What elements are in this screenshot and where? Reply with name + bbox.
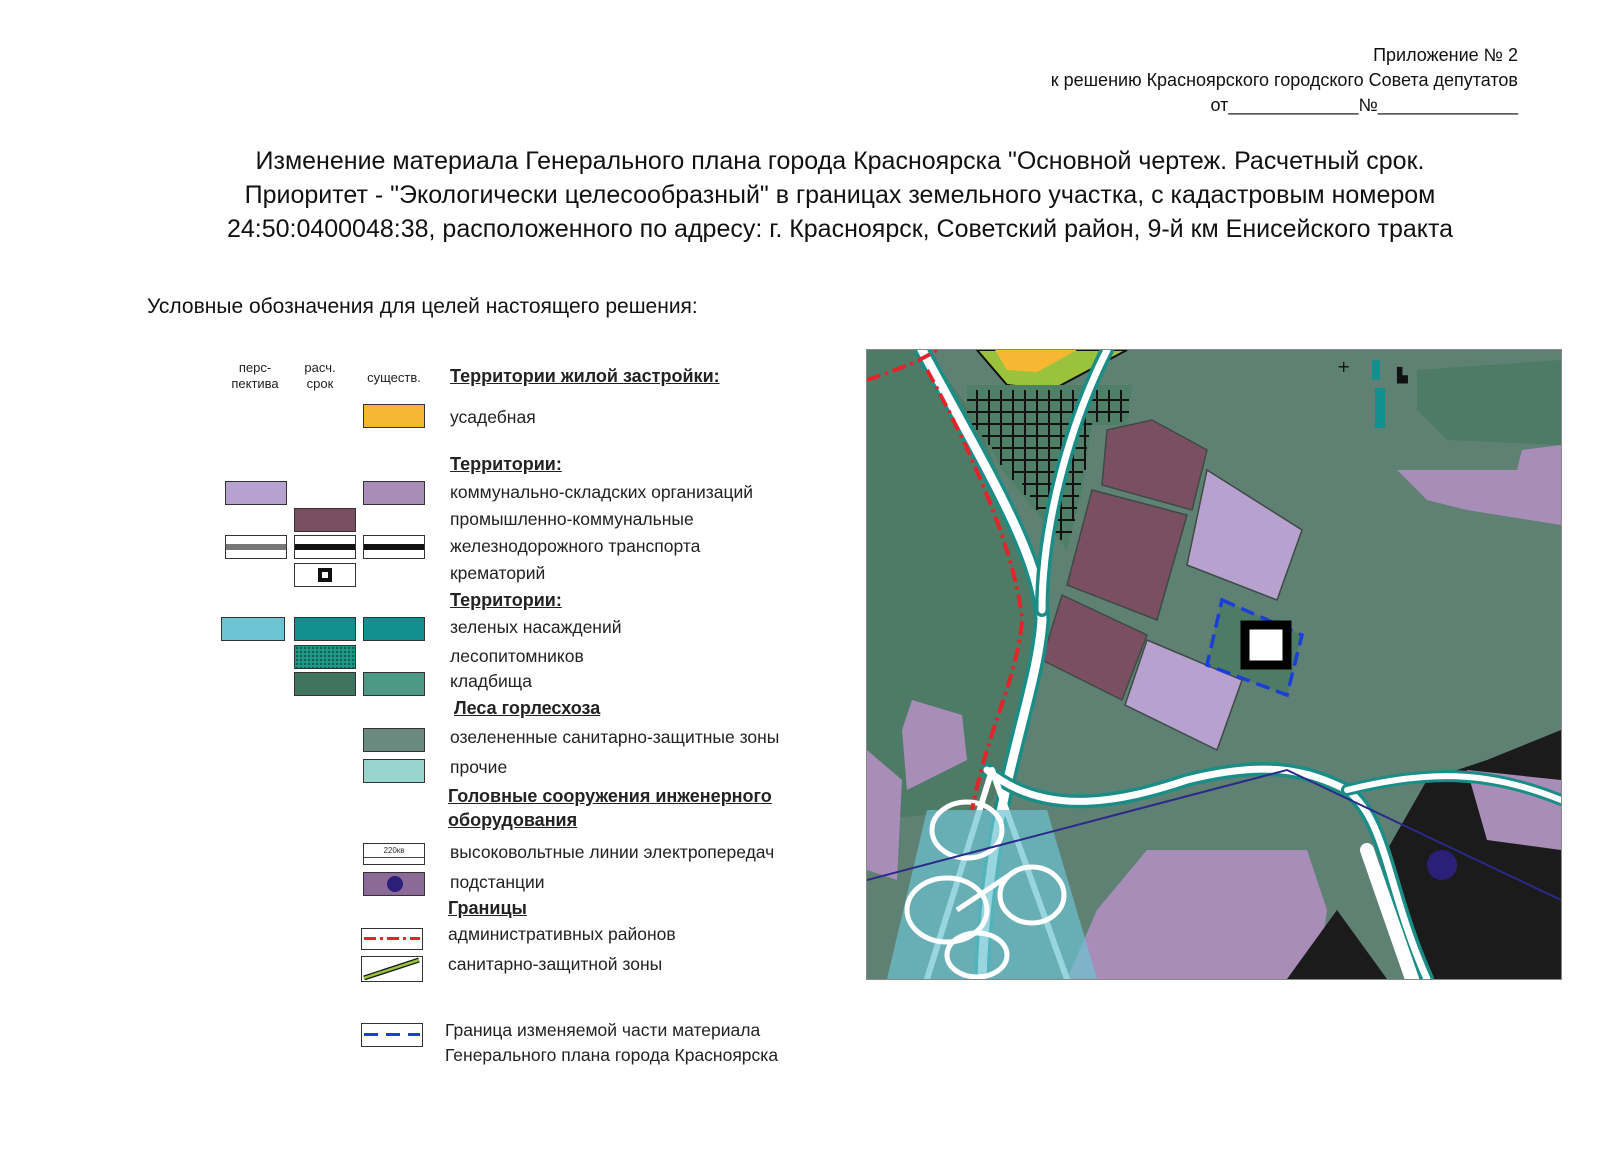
swatch-cemetery-calc (294, 672, 356, 696)
label-estate: усадебная (450, 407, 536, 427)
section-engineering-line-2: оборудования (448, 810, 578, 830)
appendix-number: Приложение № 2 (1373, 45, 1518, 65)
label-nursery: лесопитомников (450, 646, 584, 666)
swatch-industrial-calc (294, 508, 356, 532)
label-industrial-communal: промышленно-коммунальные (450, 509, 694, 529)
swatch-railway-existing (363, 535, 425, 559)
label-other: прочие (450, 757, 508, 777)
label-green-sanitary: озелененные санитарно-защитные зоны (450, 727, 780, 747)
col-header-perspective: перс- пектива (231, 360, 279, 391)
swatch-other-existing (363, 759, 425, 783)
section-territories-1: Территории: (450, 454, 562, 474)
map-green-small-2 (1375, 388, 1385, 428)
section-borders: Границы (448, 898, 527, 918)
swatch-communal-existing (363, 481, 425, 505)
col-header-calc: расч. срок (304, 360, 336, 391)
section-engineering-line-1: Головные сооружения инженерного (448, 786, 772, 806)
appendix-header (1051, 43, 1518, 118)
swatch-substations (363, 872, 425, 896)
section-territories-2: Территории: (450, 590, 562, 610)
swatch-railway-perspective (225, 535, 287, 559)
swatch-estate-existing (363, 404, 425, 428)
swatch-power-lines (363, 843, 425, 865)
swatch-communal-perspective (225, 481, 287, 505)
swatch-green-calc (294, 617, 356, 641)
label-changed-border-1: Граница изменяемой части материала (445, 1020, 761, 1040)
power-line-voltage-label: 220кв (383, 846, 405, 855)
map-svg (867, 350, 1561, 979)
map-substation (1427, 850, 1457, 880)
map-crematorium-symbol (1245, 625, 1287, 665)
label-sanitary-zone: санитарно-защитной зоны (448, 954, 663, 974)
swatch-sanitary-zone (361, 956, 423, 982)
general-plan-map[interactable] (866, 349, 1562, 980)
swatch-green-existing (363, 617, 425, 641)
swatch-cemetery-existing (363, 672, 425, 696)
swatch-admin-districts (361, 928, 423, 950)
swatch-nursery-calc (294, 645, 356, 669)
title-line-1: Изменение материала Генерального плана города Красноярска "Основной чертеж. Расчетный срок. (255, 147, 1425, 175)
swatch-railway-calc (294, 535, 356, 559)
label-railway: железнодорожного транспорта (450, 536, 701, 556)
title-line-2: Приоритет - "Экологически целесообразный" в границах земельного участка, с кадастровым номером (244, 181, 1436, 209)
label-substations: подстанции (450, 872, 545, 892)
document-title (120, 144, 1560, 246)
legend-title: Условные обозначения для целей настоящего решения: (147, 295, 698, 318)
section-residential: Территории жилой застройки: (450, 366, 720, 386)
label-admin-districts: административных районов (448, 924, 676, 944)
col-header-existing: существ. (367, 370, 421, 385)
decision-reference: к решению Красноярского городского Совета депутатов (1050, 70, 1518, 90)
swatch-changed-border (361, 1023, 423, 1047)
label-crematorium: крематорий (450, 563, 546, 583)
section-forest: Леса горлесхоза (454, 698, 601, 718)
map-cross-symbol: + (1337, 357, 1351, 376)
label-changed-border-2: Генерального плана города Красноярска (445, 1045, 779, 1065)
swatch-crematorium-calc (294, 563, 356, 587)
label-cemetery: кладбища (450, 671, 532, 691)
map-small-symbol: ▙ (1397, 368, 1408, 384)
label-power-lines: высоковольтные линии электропередач (450, 842, 775, 862)
map-green-small-1 (1372, 360, 1380, 380)
swatch-green-sanitary-existing (363, 728, 425, 752)
label-communal-storage: коммунально-складских организаций (450, 482, 754, 502)
label-green: зеленых насаждений (450, 617, 622, 637)
date-number-line: от_____________№______________ (1210, 95, 1518, 115)
swatch-green-perspective (221, 617, 285, 641)
title-line-3: 24:50:0400048:38, расположенного по адресу: г. Красноярск, Советский район, 9-й км Енисейского тракта (226, 215, 1454, 243)
